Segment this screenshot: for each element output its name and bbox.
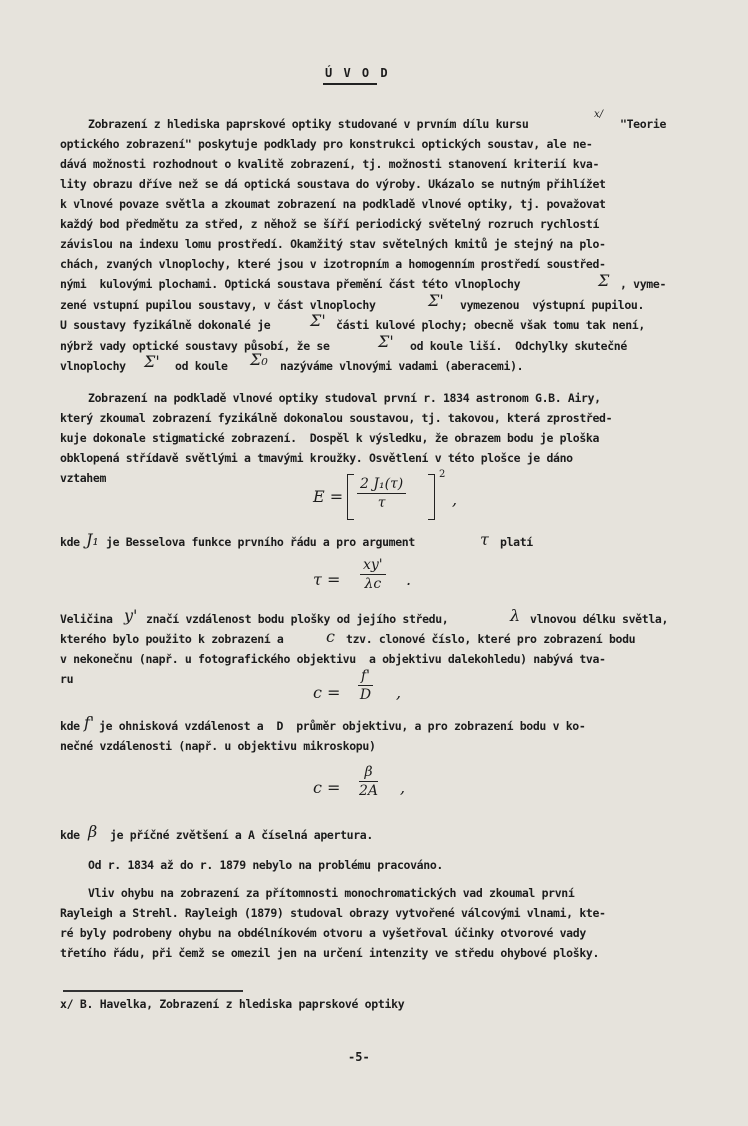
exponent: 2	[439, 469, 446, 480]
sigma-prime-symbol: Σ'	[310, 311, 326, 330]
text-line: kuje dokonale stigmatické zobrazení. Dospěl k výsledku, že obrazem bodu je ploška	[60, 431, 600, 445]
text-line: platí	[500, 535, 533, 549]
text-line: je Besselova funkce prvního řádu a pro argument	[106, 535, 415, 549]
text-line: tzv. clonové číslo, které pro zobrazení bodu	[346, 632, 636, 646]
text-line: zené vstupní pupilou soustavy, v část vlnoplochy	[60, 298, 376, 312]
fraction-denominator: D	[359, 687, 372, 703]
text-line: ré byly podrobeny ohybu na obdélníkovém otvoru a vyšetřoval účinky otvorové vady	[60, 926, 586, 940]
c-symbol: c	[326, 627, 335, 646]
text-line: závislou na indexu lomu prostředí. Okamžitý stav světelných kmitů je stejný na plo-	[60, 237, 606, 251]
beta-symbol: β	[88, 822, 98, 841]
text-line: chách, zvaných vlnoplochy, které jsou v izotropním a homogenním prostředí soustřed-	[60, 257, 606, 271]
formula-trail: .	[406, 570, 412, 589]
text-line: "Teorie	[620, 117, 667, 131]
bessel-symbol: J₁	[86, 530, 99, 549]
page-number: -5-	[348, 1050, 370, 1064]
footnote-marker: x/	[594, 109, 604, 120]
text-line: Od r. 1834 až do r. 1879 nebylo na problému pracováno.	[88, 858, 443, 872]
fraction	[360, 557, 386, 592]
text-line: Zobrazení z hlediska paprskové optiky studované v prvním dílu kursu	[88, 117, 529, 131]
text-line: nými kulovými plochami. Optická soustava přemění část této vlnoplochy	[60, 277, 521, 291]
tau-symbol: τ	[480, 530, 489, 549]
fraction	[359, 764, 378, 799]
fraction	[358, 668, 373, 703]
text-line: nečné vzdálenosti (např. u objektivu mikroskopu)	[60, 739, 376, 753]
fraction-numerator: β	[359, 764, 378, 782]
text-line: kde	[60, 719, 80, 733]
fraction	[357, 476, 406, 511]
sigma-prime-symbol: Σ'	[144, 352, 160, 371]
text-line: od koule	[175, 359, 228, 373]
text-line: vlnoplochy	[60, 359, 126, 373]
fraction-numerator: 2 J₁(τ)	[357, 476, 406, 494]
formula-lhs: c =	[313, 778, 341, 797]
text-line: v nekonečnu (např. u fotografického objektivu a objektivu dalekohledu) nabývá tva-	[60, 652, 606, 666]
y-prime-symbol: y'	[124, 606, 138, 625]
fraction-numerator: f'	[358, 668, 373, 686]
fraction-numerator: xy'	[360, 557, 386, 575]
formula-lhs: E =	[313, 487, 344, 506]
formula-trail: ,	[396, 683, 402, 702]
text-line: vlnovou délku světla,	[530, 612, 669, 626]
sigma-prime-symbol: Σ'	[428, 291, 444, 310]
text-line: je příčné zvětšení a A číselná apertura.	[110, 828, 373, 842]
bracket-right	[428, 474, 435, 520]
formula-trail: ,	[452, 490, 458, 509]
text-line: Zobrazení na podkladě vlnové optiky studoval první r. 1834 astronom G.B. Airy,	[88, 391, 601, 405]
fraction-denominator: τ	[377, 495, 386, 511]
title-underline	[323, 83, 377, 85]
text-line: od koule liší. Odchylky skutečné	[410, 339, 627, 353]
text-line: nazýváme vlnovými vadami (aberacemi).	[280, 359, 524, 373]
text-line: části kulové plochy; obecně však tomu tak není,	[336, 318, 645, 332]
f-prime-symbol: f'	[84, 713, 95, 732]
page-title: Ú V O D	[325, 66, 390, 80]
formula-lhs: c =	[313, 683, 341, 702]
footnote: x/ B. Havelka, Zobrazení z hlediska paprskové optiky	[60, 997, 405, 1011]
text-line: Veličina	[60, 612, 113, 626]
text-line: dává možnosti rozhodnout o kvalitě zobrazení, tj. možnosti stanovení kriterií kva-	[60, 157, 600, 171]
text-line: ru	[60, 672, 74, 686]
text-line: třetího řádu, při čemž se omezil jen na určení intenzity ve středu ohybové plošky.	[60, 946, 600, 960]
text-line: kterého bylo použito k zobrazení a	[60, 632, 284, 646]
text-line: obklopená střídavě světlými a tmavými kroužky. Osvětlení v této plošce je dáno	[60, 451, 573, 465]
text-line: vztahem	[60, 471, 107, 485]
text-line: je ohnisková vzdálenost a D průměr objektivu, a pro zobrazení bodu v ko-	[99, 719, 586, 733]
text-line: nýbrž vady optické soustavy působí, že se	[60, 339, 330, 353]
fraction-denominator: λc	[364, 576, 382, 592]
text-line: optického zobrazení" poskytuje podklady pro konstrukci optických soustav, ale ne-	[60, 137, 593, 151]
sigma-prime-symbol: Σ'	[378, 332, 394, 351]
text-line: Vliv ohybu na zobrazení za přítomnosti monochromatických vad zkoumal první	[88, 886, 575, 900]
text-line: značí vzdálenost bodu plošky od jejího středu,	[146, 612, 449, 626]
lambda-symbol: λ	[510, 606, 521, 625]
formula-trail: ,	[400, 778, 406, 797]
text-line: lity obrazu dříve než se dá optická soustava do výroby. Ukázalo se nutným přihlížet	[60, 177, 606, 191]
text-line: Rayleigh a Strehl. Rayleigh (1879) studoval obrazy vytvořené válcovými vlnami, kte-	[60, 906, 606, 920]
text-line: U soustavy fyzikálně dokonalé je	[60, 318, 271, 332]
sigma-zero-symbol: Σ₀	[250, 350, 268, 369]
text-line: k vlnové povaze světla a zkoumat zobrazení na podkladě vlnové optiky, tj. považovat	[60, 197, 606, 211]
text-line: kde	[60, 828, 80, 842]
text-line: , vyme-	[620, 277, 667, 291]
text-line: který zkoumal zobrazení fyzikálně dokonalou soustavou, tj. takovou, která zprostřed-	[60, 411, 613, 425]
footnote-divider	[63, 990, 243, 992]
sigma-symbol: Σ	[598, 271, 610, 290]
text-line: vymezenou výstupní pupilou.	[460, 298, 645, 312]
fraction-denominator: 2A	[359, 783, 379, 799]
text-line: kde	[60, 535, 80, 549]
formula-lhs: τ =	[313, 570, 341, 589]
text-line: každý bod předmětu za střed, z něhož se šíří periodický světelný rozruch rychlostí	[60, 217, 600, 231]
bracket-left	[347, 474, 354, 520]
